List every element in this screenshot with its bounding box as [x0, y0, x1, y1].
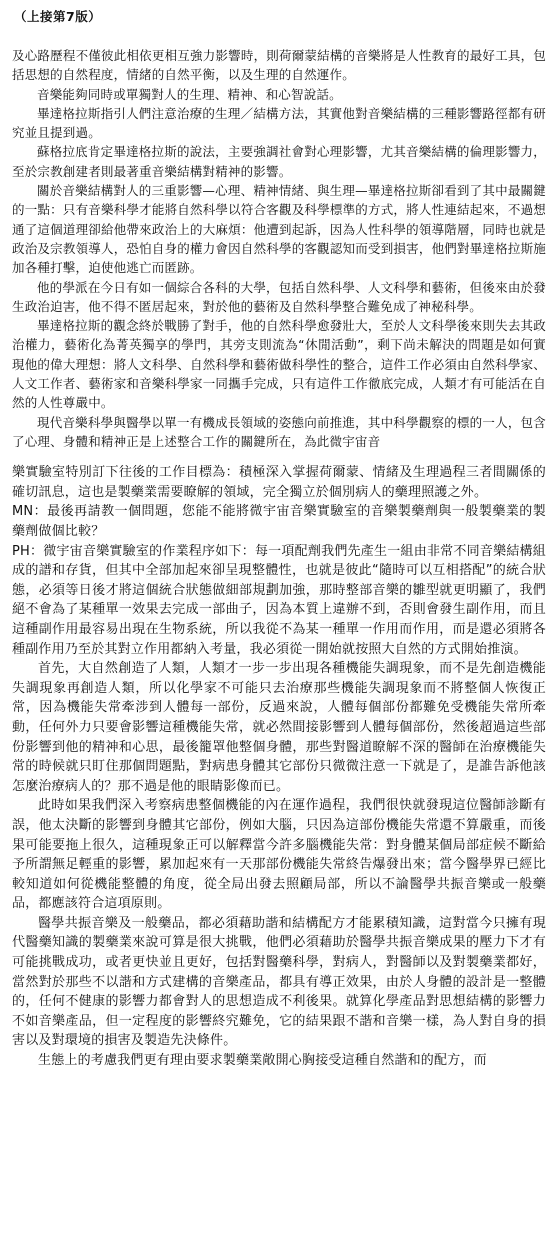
paragraph: 他的學派在今日有如一個綜合各科的大學，包括自然科學、人文科學和藝術，但後來由於發生政治迫害，他不得不匿居起來，對於他的藝術及自然科學整合難免成了神秘科學。	[12, 279, 546, 314]
article-section-1	[12, 46, 546, 451]
paragraph: 蘇格拉底肯定畢達格拉斯的說法，主要強調社會對心理影響，尤其音樂結構的倫理影響力，至於宗教創建者則最著重音樂結構對精神的影響。	[12, 144, 546, 179]
paragraph: 音樂能夠同時或單獨對人的生理、精神、和心智說話。	[37, 86, 342, 102]
paragraph: 現代音樂科學與醫學以單一有機成長領域的姿態向前推進，其中科學觀察的標的一人，包含了心理、身體和精神正是上述整合工作的關鍵所在，為此微宇宙音	[12, 414, 546, 449]
paragraph: 此時如果我們深入考察病患整個機能的內在運作過程，我們很快就發現這位醫師診斷有誤，他太決斷的影響到身體其它部份，例如大腦，只因為這部份機能失常還不算嚴重，而後果可能要拖上很久，這種現象正可以解釋當今許多腦機能失常：對身體某個局部症候不斷給予所謂無足輕重的影響，累加起來有一天那部份機能失常終告爆發出來；當今醫學界已經比較知道如何從機能整體的角度，從全局出發去照顧局部，所以不論醫學共振音樂或一般藥品，都應該符合這項原則。	[12, 798, 546, 912]
paragraph: PH：微宇宙音樂實驗室的作業程序如下：每一項配劑我們先產生一組由非常不同音樂結構組成的譜和存貨，但其中全部加起來卻呈現整體性，也就是彼此“隨時可以互相搭配”的統合狀態，必須等日後才將這個統合狀態做細部規劃加強，那時整部音樂的雛型就更明顯了，我們絕不會為了某種單一效果去完成一部曲子，因為本質上違辦不到，否則會發生副作用，而且這種副作用最容易出現在生物系統，所以我從不為某一種單一作用而作用，而是還必須將各種副作用乃至於其對立作用都納入考量，我必須從一開始就按照大自然的方式開始推演。	[12, 543, 546, 657]
paragraph: 及心路歷程不僅彼此相依更相互強力影響時，則荷爾蒙結構的音樂將是人性教育的最好工具，包括思想的自然程度，情緒的自然平衡，以及生理的自然運作。	[12, 48, 546, 83]
paragraph: 樂實驗室特別訂下往後的工作目標為：積極深入掌握荷爾蒙、情緒及生理過程三者間關係的確切訊息，這也是製藥業需要瞭解的領域，完全獨立於個別病人的藥理照護之外。	[12, 465, 546, 500]
paragraph: 生態上的考慮我們更有理由要求製藥業敞開心胸接受這種自然諧和的配方，而	[38, 1053, 487, 1069]
continuation-header: （上接第7版）	[14, 9, 102, 24]
paragraph: 畢達格拉斯的觀念終於戰勝了對手，他的自然科學愈發壯大，至於人文科學後來則失去其政治權力，藝術化為菁英獨享的學門，其旁支則流為“休閒活動”，剩下尚未解決的問題是如何實現他的偉大理想：將人文科學、自然科學和藝術做科學性的整合，這件工作必須由自然科學家、人文工作者、藝術家和音樂科學家一同攜手完成，只有這件工作徹底完成，人類才有可能活在自然的人性尊嚴中。	[12, 318, 546, 411]
paragraph: MN：最後再請教一個問題，您能不能將微宇宙音樂實驗室的音樂製藥劑與一般製藥業的製藥劑做個比較？	[12, 504, 546, 540]
paragraph: 醫學共振音樂及一般藥品，都必須藉助諧和結構配方才能累積知識，這對當今只擁有現代醫藥知識的製藥業來說可算是很大挑戰，他們必須藉助於醫學共振音樂成果的壓力下才有可能挑戰成功，或者更快並且更好，包括對醫藥科學，對病人，對醫師以及對製藥業都好，當然對於那些不以諧和方式建構的音樂產品，都具有導正效果，由於人身體的設計是一整體的，任何不健康的影響力都會對人的思想造成不利後果。就算化學產品對思想結構的影響力不如音樂產品，但一定程度的影響終究難免，它的結果跟不諧和音樂一樣，為人對自身的損害以及對環境的損害及製造先決條件。	[12, 915, 546, 1049]
paragraph: 畢達格拉斯指引人們注意治療的生理／結構方法，其實他對音樂結構的三種影響路徑都有研究並且提到過。	[12, 105, 546, 141]
article-section-2	[12, 463, 546, 1070]
paragraph: 關於音樂結構對人的三重影響—心理、精神情緒、與生理—畢達格拉斯卻看到了其中最關鍵的一點：只有音樂科學才能將自然科學以符合客觀及科學標準的方式，將人性連結起來，不過想通了這個道理卻給他帶來政治上的大麻煩：他遭到起訴，因為人性科學的領導階層，同時也就是政治及宗教領導人，恐怕自身的權力會因自然科學的客觀認知而受到損害，他們對畢達格拉斯施加各種打擊，迫使他逃亡而匿跡。	[12, 183, 546, 276]
paragraph: 首先，大自然創造了人類，人類才一步一步出現各種機能失調現象，而不是先創造機能失調現象再創造人類，所以化學家不可能只去治療那些機能失調現象而不將整個人恢復正常，因為機能失常牽涉到人體每一部份，反過來說，人體每個部份都難免受機能失常所牽動，任何外力只要會影響這種機能失常，就必然間接影響到人體每個部份，然後超過這些部份影響到他的精神和心思，最後籠罩他整個身體，那些對醫道瞭解不深的醫師在治療機能失常的時候就只盯住那個問題點，對病患身體其它部份只微微注意一下就是了，是誰告訴他該怎麼治療病人的？那不過是他的眼睛影像而已。	[12, 661, 546, 794]
